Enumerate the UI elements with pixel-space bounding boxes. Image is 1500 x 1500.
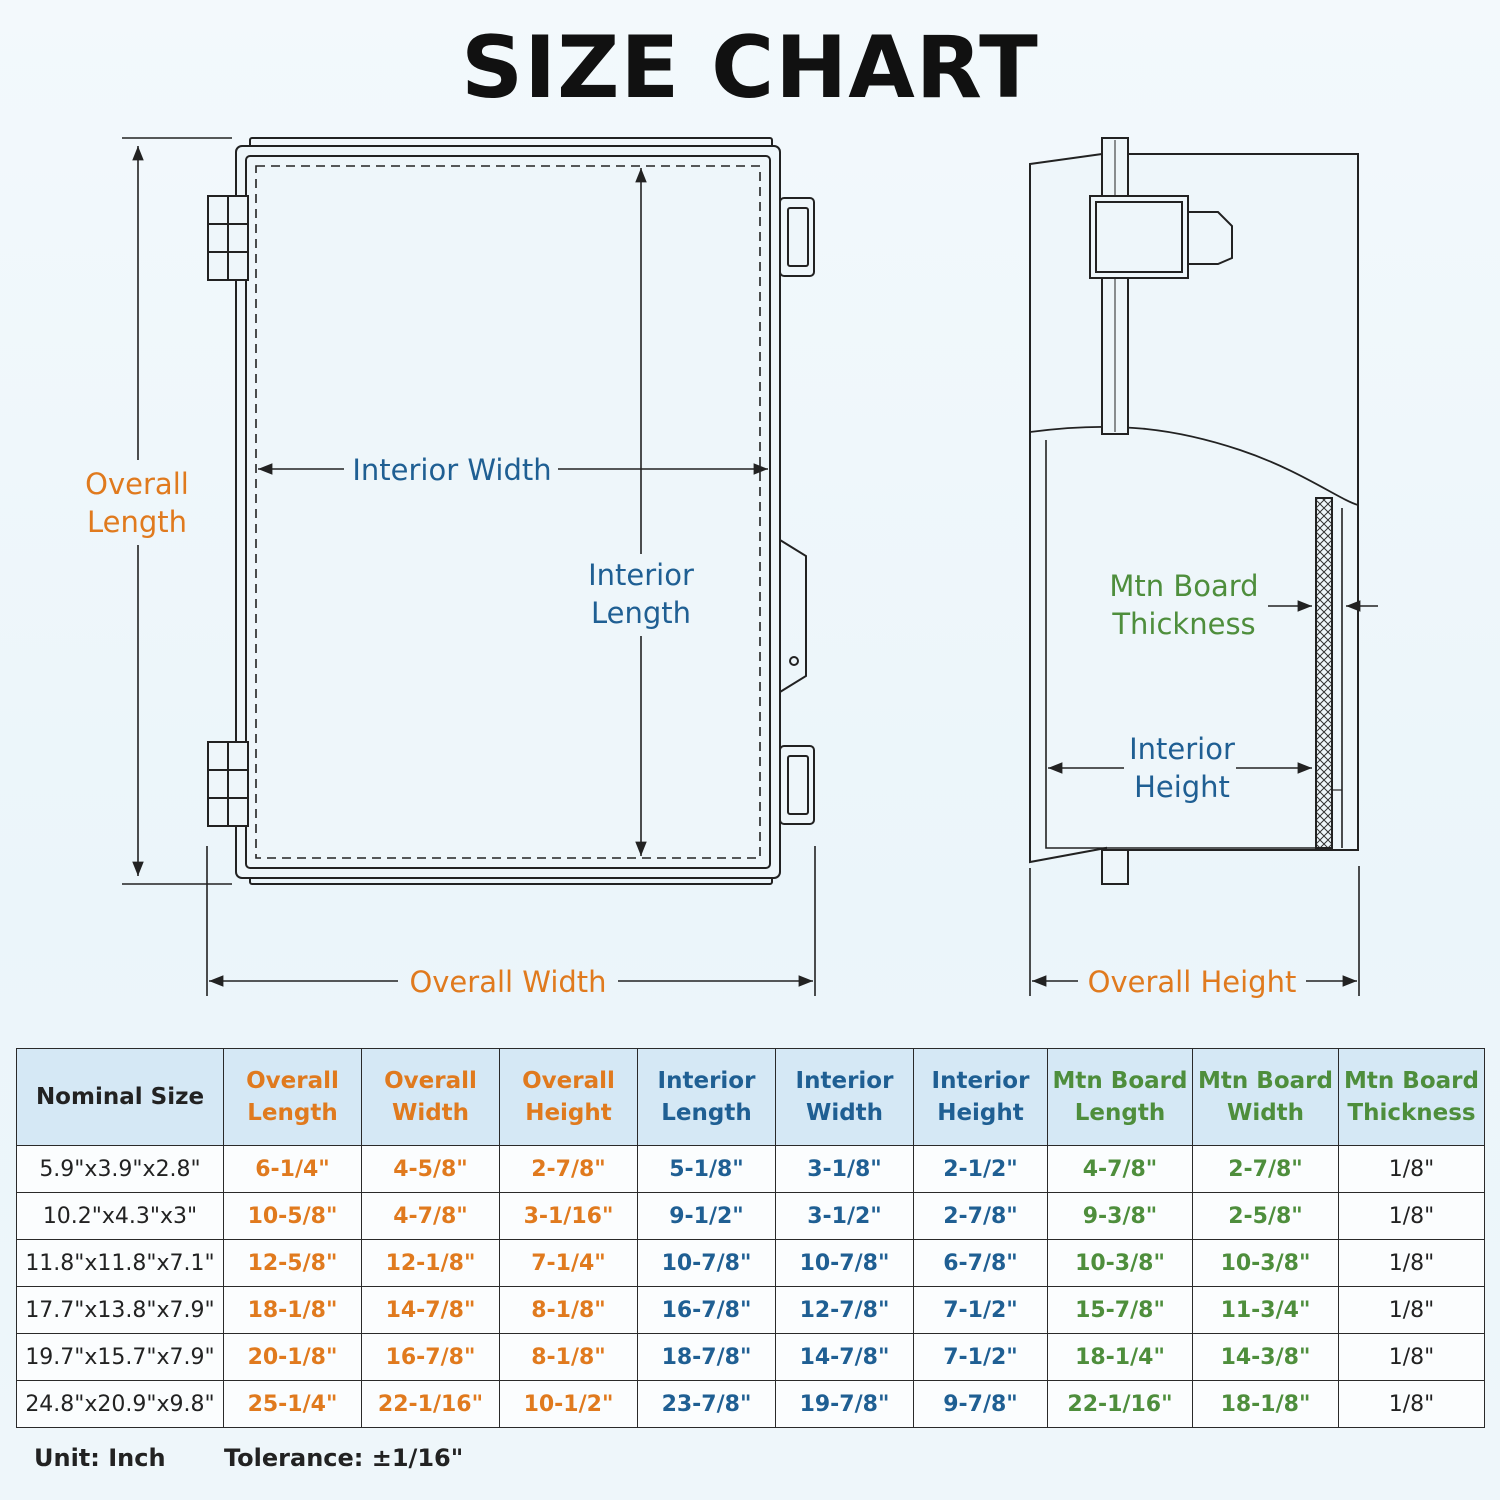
table-cell: 2-7/8" <box>914 1193 1048 1240</box>
header-mtn-board-length: Mtn Board Length <box>1048 1049 1193 1146</box>
interior-height-label-line1: Interior <box>1129 732 1235 766</box>
table-cell: 14-7/8" <box>776 1334 914 1381</box>
table-cell: 23-7/8" <box>638 1381 776 1428</box>
table-cell: 5.9"x3.9"x2.8" <box>17 1146 224 1193</box>
table-cell: 3-1/8" <box>776 1146 914 1193</box>
table-cell: 1/8" <box>1339 1146 1485 1193</box>
table-cell: 7-1/4" <box>500 1240 638 1287</box>
table-row <box>17 1193 1485 1240</box>
table-cell: 3-1/16" <box>500 1193 638 1240</box>
table-cell: 16-7/8" <box>362 1334 500 1381</box>
interior-length-label-line2: Length <box>590 596 692 630</box>
table-row <box>17 1334 1485 1381</box>
table-cell: 8-1/8" <box>500 1334 638 1381</box>
table-cell: 2-7/8" <box>1193 1146 1339 1193</box>
table-cell: 16-7/8" <box>638 1287 776 1334</box>
footer <box>34 1444 463 1472</box>
table-cell: 4-7/8" <box>362 1193 500 1240</box>
tolerance-note: Tolerance: ±1/16" <box>224 1444 464 1472</box>
table-cell: 3-1/2" <box>776 1193 914 1240</box>
interior-width-label: Interior Width <box>352 453 552 487</box>
mtn-board-thickness-label-line2: Thickness <box>1112 607 1256 641</box>
table-body <box>17 1146 1485 1428</box>
overall-length-label-line1: Overall <box>85 467 189 501</box>
table-cell: 12-5/8" <box>224 1240 362 1287</box>
table-cell: 10-3/8" <box>1193 1240 1339 1287</box>
table-cell: 19-7/8" <box>776 1381 914 1428</box>
table-cell: 18-1/8" <box>1193 1381 1339 1428</box>
table-cell: 10.2"x4.3"x3" <box>17 1193 224 1240</box>
table-cell: 11.8"x11.8"x7.1" <box>17 1240 224 1287</box>
table-header-row <box>17 1049 1485 1146</box>
header-overall-height: Overall Height <box>500 1049 638 1146</box>
table-cell: 10-3/8" <box>1048 1240 1193 1287</box>
unit-note: Unit: Inch <box>34 1444 166 1472</box>
table-cell: 10-7/8" <box>776 1240 914 1287</box>
table-cell: 18-7/8" <box>638 1334 776 1381</box>
table-cell: 2-1/2" <box>914 1146 1048 1193</box>
overall-width-label: Overall Width <box>409 965 607 999</box>
table-cell: 7-1/2" <box>914 1287 1048 1334</box>
table-cell: 1/8" <box>1339 1287 1485 1334</box>
overall-height-label: Overall Height <box>1087 965 1297 999</box>
table-row <box>17 1240 1485 1287</box>
table-cell: 12-1/8" <box>362 1240 500 1287</box>
page-title: SIZE CHART <box>461 18 1039 118</box>
table-cell: 1/8" <box>1339 1334 1485 1381</box>
table-cell: 9-7/8" <box>914 1381 1048 1428</box>
table-cell: 12-7/8" <box>776 1287 914 1334</box>
header-mtn-board-thickness: Mtn Board Thickness <box>1339 1049 1485 1146</box>
table-cell: 22-1/16" <box>1048 1381 1193 1428</box>
table-cell: 7-1/2" <box>914 1334 1048 1381</box>
table-cell: 18-1/8" <box>224 1287 362 1334</box>
table-cell: 5-1/8" <box>638 1146 776 1193</box>
table-cell: 17.7"x13.8"x7.9" <box>17 1287 224 1334</box>
table-cell: 24.8"x20.9"x9.8" <box>17 1381 224 1428</box>
header-overall-length: Overall Length <box>224 1049 362 1146</box>
interior-height-label-line2: Height <box>1134 770 1230 804</box>
table-cell: 11-3/4" <box>1193 1287 1339 1334</box>
table-cell: 25-1/4" <box>224 1381 362 1428</box>
table-cell: 22-1/16" <box>362 1381 500 1428</box>
header-interior-height: Interior Height <box>914 1049 1048 1146</box>
header-interior-length: Interior Length <box>638 1049 776 1146</box>
table-row <box>17 1381 1485 1428</box>
table-cell: 9-1/2" <box>638 1193 776 1240</box>
header-nominal-size: Nominal Size <box>17 1049 224 1146</box>
interior-length-label-line1: Interior <box>588 558 694 592</box>
table-cell: 2-7/8" <box>500 1146 638 1193</box>
table-cell: 8-1/8" <box>500 1287 638 1334</box>
overall-length-label-line2: Length <box>86 505 188 539</box>
front-view <box>208 138 814 884</box>
table-cell: 10-5/8" <box>224 1193 362 1240</box>
table-cell: 14-3/8" <box>1193 1334 1339 1381</box>
size-table <box>16 1048 1485 1428</box>
table-cell: 6-7/8" <box>914 1240 1048 1287</box>
table-row <box>17 1287 1485 1334</box>
table-cell: 1/8" <box>1339 1240 1485 1287</box>
table-cell: 4-7/8" <box>1048 1146 1193 1193</box>
table-cell: 18-1/4" <box>1048 1334 1193 1381</box>
table-row <box>17 1146 1485 1193</box>
table-cell: 15-7/8" <box>1048 1287 1193 1334</box>
header-interior-width: Interior Width <box>776 1049 914 1146</box>
table-cell: 4-5/8" <box>362 1146 500 1193</box>
header-overall-width: Overall Width <box>362 1049 500 1146</box>
mtn-board-thickness-label-line1: Mtn Board <box>1109 569 1259 603</box>
header-mtn-board-width: Mtn Board Width <box>1193 1049 1339 1146</box>
table-cell: 9-3/8" <box>1048 1193 1193 1240</box>
table-cell: 1/8" <box>1339 1193 1485 1240</box>
table-cell: 10-1/2" <box>500 1381 638 1428</box>
table-cell: 1/8" <box>1339 1381 1485 1428</box>
table-cell: 10-7/8" <box>638 1240 776 1287</box>
table-cell: 19.7"x15.7"x7.9" <box>17 1334 224 1381</box>
table-cell: 14-7/8" <box>362 1287 500 1334</box>
table-cell: 2-5/8" <box>1193 1193 1339 1240</box>
table-cell: 6-1/4" <box>224 1146 362 1193</box>
table-cell: 20-1/8" <box>224 1334 362 1381</box>
